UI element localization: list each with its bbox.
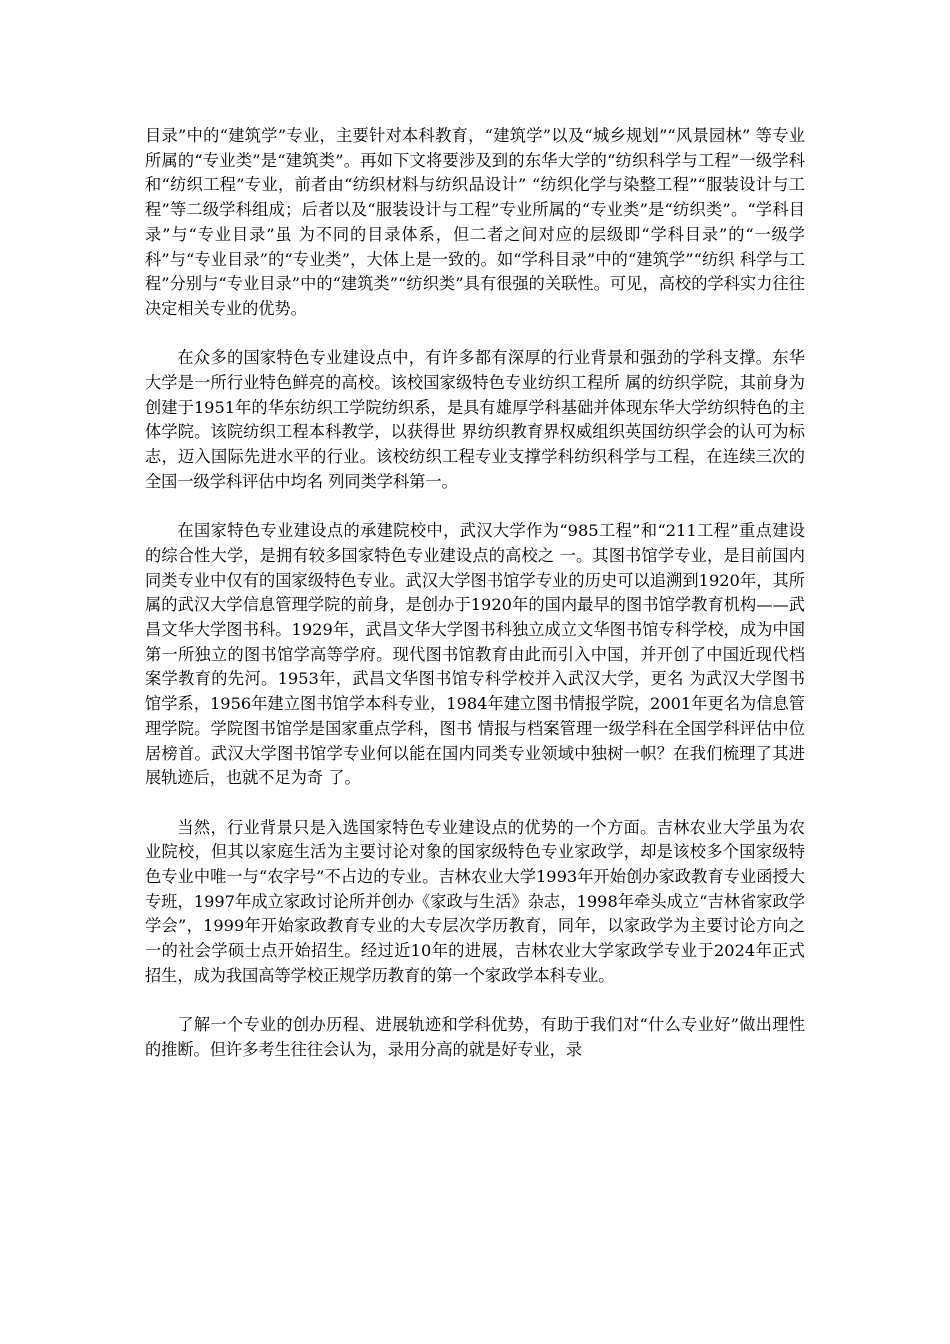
- paragraph-1: 目录”中的“建筑学”专业，主要针对本科教育，“建筑学”以及“城乡规划”“风景园林” 等专业所属的“专业类”是“建筑类”。再如下文将要涉及到的东华大学的“纺织科学与工程”一级学科和“纺织工程”专业，前者由“纺织材料与纺织品设计” “纺织化学与染整工程”“服装设计与工程”等二级学科组成；后者以及“服装设计与工程”专业所属的“专业类”是“纺织类”。“学科目录”与“专业目录”虽 为不同的目录体系，但二者之间对应的层级即“学科目录”的“一级学科”与“专业目录”的“专业类”，大体上是一致的。如“学科目录”中的“建筑学”“纺织 科学与工程”分别与“专业目录”中的“建筑类”“纺织类”具有很强的关联性。可见，高校的学科实力往往决定相关专业的优势。: [145, 126, 805, 318]
- paragraph-2: 在众多的国家特色专业建设点中，有许多都有深厚的行业背景和强劲的学科支撑。东华大学是一所行业特色鲜亮的高校。该校国家级特色专业纺织工程所 属的纺织学院，其前身为创建于1951年的华东纺织工学院纺织系，是具有雄厚学科基础并体现东华大学纺织特色的主体学院。该院纺织工程本科教学，以获得世 界纺织教育界权威组织英国纺织学会的认可为标志，迈入国际先进水平的行业。该校纺织工程专业支撑学科纺织科学与工程，在连续三次的全国一级学科评估中均名 列同类学科第一。: [145, 348, 805, 491]
- paragraph-4: 当然，行业背景只是入选国家特色专业建设点的优势的一个方面。吉林农业大学虽为农业院校，但其以家庭生活为主要讨论对象的国家级特色专业家政学，却是该校多个国家级特色专业中唯一与“农字号”不占边的专业。吉林农业大学1993年开始创办家政教育专业函授大专班，1997年成立家政讨论所并创办《家政与生活》杂志，1998年牵头成立“吉林省家政学学会”，1999年开始家政教育专业的大专层次学历教育，同年，以家政学为主要讨论方向之一的社会学硕士点开始招生。经过近10年的进展，吉林农业大学家政学专业于2024年正式招生，成为我国高等学校正规学历教育的第一个家政学本科专业。: [145, 817, 805, 985]
- document-body: [145, 124, 805, 1087]
- paragraph-3: 在国家特色专业建设点的承建院校中，武汉大学作为“985工程”和“211工程”重点建设的综合性大学，是拥有较多国家特色专业建设点的高校之 一。其图书馆学专业，是目前国内同类专业中仅有的国家级特色专业。武汉大学图书馆学专业的历史可以追溯到1920年，其所属的武汉大学信息管理学院的前身，是创办于1920年的国内最早的图书馆学教育机构——武昌文华大学图书科。1929年，武昌文华大学图书科独立成立文华图书馆专科学校，成为中国第一所独立的图书馆学高等学府。现代图书馆教育由此而引入中国，并开创了中国近现代档案学教育的先河。1953年，武昌文华图书馆专科学校并入武汉大学，更名 为武汉大学图书馆学系，1956年建立图书馆学本科专业，1984年建立图书情报学院，2001年更名为信息管理学院。学院图书馆学是国家重点学科，图书 情报与档案管理一级学科在全国学科评估中位居榜首。武汉大学图书馆学专业何以能在国内同类专业领域中独树一帜？在我们梳理了其进展轨迹后，也就不足为奇 了。: [145, 521, 805, 788]
- paragraph-5: 了解一个专业的创办历程、进展轨迹和学科优势，有助于我们对“什么专业好”做出理性的推断。但许多考生往往会认为，录用分高的就是好专业，录: [145, 1015, 805, 1059]
